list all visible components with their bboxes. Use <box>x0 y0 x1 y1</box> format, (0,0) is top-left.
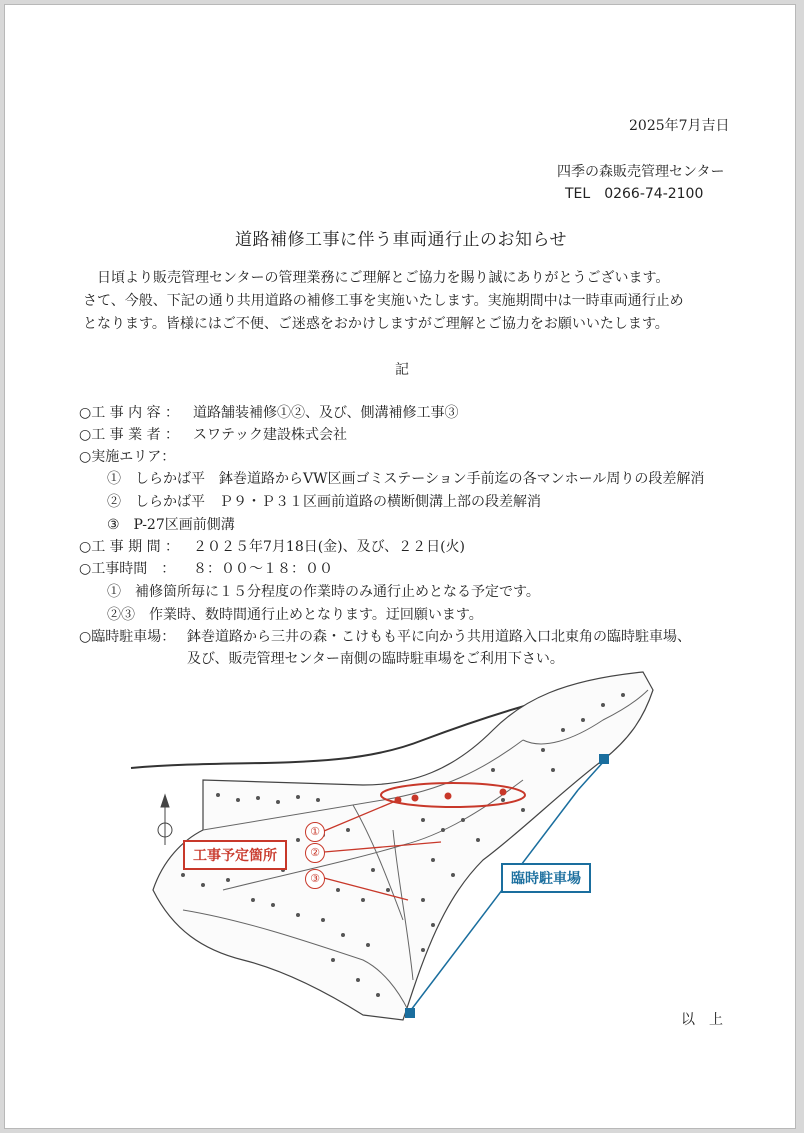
page-title: 道路補修工事に伴う車両通行止のお知らせ <box>235 230 567 250</box>
area-item-1: ① しらかば平 鉢巻道路からVW区画ゴミステーション手前迄の各マンホール周りの段差解消 <box>107 471 705 487</box>
area-item-3: ③ P-27区画前側溝 <box>107 517 235 533</box>
marker-3: ③ <box>305 869 325 889</box>
parking-label: ○臨時駐車場： <box>79 629 176 645</box>
note-2: ②③ 作業時、数時間通行止めとなります。迂回願います。 <box>107 607 483 623</box>
area-label: ○実施エリア： <box>79 449 176 465</box>
intro-line-3: となります。皆様にはご不便、ご迷惑をおかけしますがご理解とご協力をお願いいたします。 <box>83 316 669 332</box>
time-label: ○工事時間 ： <box>79 561 176 577</box>
closing-text: 以 上 <box>681 1012 723 1028</box>
sender-name: 四季の森販売管理センター <box>557 164 725 180</box>
contractor-label: ○工 事 業 者 ： <box>79 427 180 443</box>
ki-heading: 記 <box>395 362 409 378</box>
sender-tel: TEL 0266-74-2100 <box>565 186 704 202</box>
intro-line-2: さて、今般、下記の通り共用道路の補修工事を実施いたします。実施期間中は一時車両通行止め <box>83 293 684 309</box>
temporary-parking-label: 臨時駐車場 <box>501 863 591 893</box>
content-value: 道路舗装補修①②、及び、側溝補修工事③ <box>193 405 459 421</box>
area-item-2: ② しらかば平 Ｐ９・Ｐ３１区画前道路の横断側溝上部の段差解消 <box>107 494 541 510</box>
issue-date: 2025年7月吉日 <box>629 118 730 134</box>
time-value: ８：００～１８：００ <box>193 561 333 577</box>
intro-line-1: 日頃より販売管理センターの管理業務にご理解とご協力を賜り誠にありがとうございます。 <box>83 270 670 286</box>
parking-marker-south <box>405 1008 415 1018</box>
note-1: ① 補修箇所毎に１５分程度の作業時のみ通行止めとなる予定です。 <box>107 584 540 600</box>
content-label: ○工 事 内 容 ： <box>79 405 180 421</box>
marker-2: ② <box>305 843 325 863</box>
marker-1: ① <box>305 822 325 842</box>
parking-value-1: 鉢巻道路から三井の森・こけもも平に向かう共用道路入口北東角の臨時駐車場、 <box>187 629 691 645</box>
contractor-value: スワテック建設株式会社 <box>193 427 347 443</box>
document-page <box>4 4 796 1129</box>
parking-marker-north <box>599 754 609 764</box>
period-value: ２０２５年7月18日(金)、及び、２２日(火) <box>193 539 466 555</box>
site-map <box>123 660 683 1040</box>
period-label: ○工 事 期 間 ： <box>79 539 180 555</box>
north-arrow-icon <box>158 795 172 845</box>
parking-value-2: 及び、販売管理センター南側の臨時駐車場をご利用下さい。 <box>187 651 564 667</box>
construction-site-label: 工事予定箇所 <box>183 840 287 870</box>
